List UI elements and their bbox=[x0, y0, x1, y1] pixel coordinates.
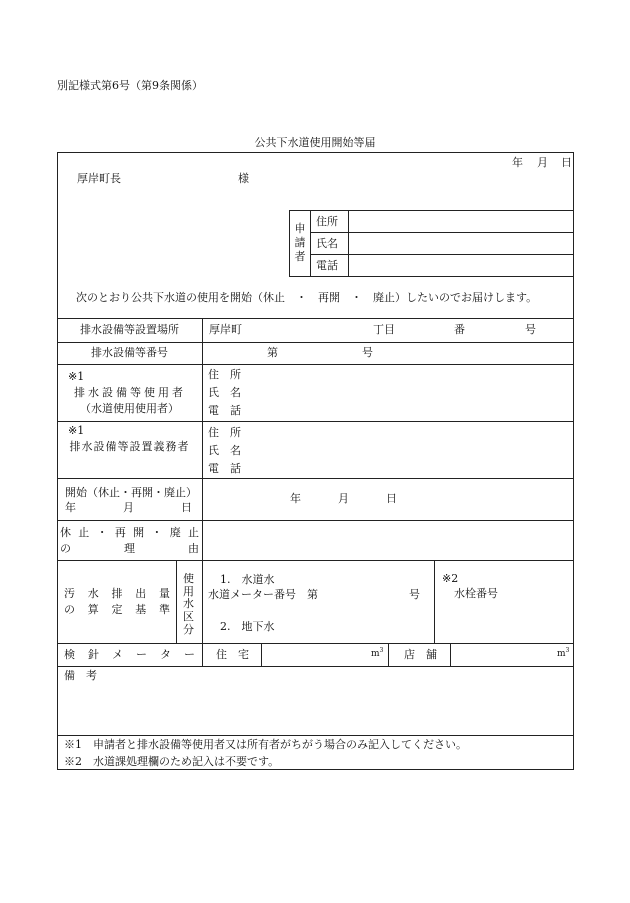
reason-label-line2: の 理 由 bbox=[60, 542, 199, 555]
discharge-label-line1: 汚 水 排 出 量 bbox=[64, 587, 170, 600]
meter-number-go: 号 bbox=[409, 588, 420, 601]
applicant-name-field[interactable] bbox=[349, 234, 573, 253]
meter-residence-label: 住 宅 bbox=[216, 648, 249, 661]
date-month-label: 月 bbox=[537, 156, 548, 169]
user-sub-label: （水道使用使用者） bbox=[80, 402, 179, 415]
water-category-label: 使用水区分 bbox=[183, 572, 194, 636]
location-go: 号 bbox=[525, 323, 536, 336]
meter-number-label: 水道メーター番号 第 bbox=[208, 588, 318, 601]
applicant-label: 申請者 bbox=[294, 222, 306, 263]
start-label-year: 年 bbox=[65, 501, 76, 514]
start-month: 月 bbox=[338, 492, 349, 505]
obligor-address-label: 住 所 bbox=[208, 426, 241, 439]
obligor-phone-label: 電 話 bbox=[208, 462, 241, 475]
honorific: 様 bbox=[238, 172, 249, 185]
form-title: 公共下水道使用開始等届 bbox=[254, 136, 376, 149]
start-label: 開始（休止・再開・廃止） bbox=[65, 486, 197, 499]
residence-unit: $m^3$ bbox=[371, 647, 384, 659]
hydrant-number-label: 水栓番号 bbox=[454, 587, 498, 600]
date-day-label: 日 bbox=[561, 156, 572, 169]
equipment-number-dai: 第 bbox=[267, 346, 278, 359]
start-day: 日 bbox=[386, 492, 397, 505]
location-town: 厚岸町 bbox=[209, 323, 242, 336]
form-reference: 別記様式第6号（第9条関係） bbox=[57, 79, 203, 92]
start-year: 年 bbox=[290, 492, 301, 505]
start-date-labels bbox=[65, 502, 192, 513]
hydrant-note-mark: ※2 bbox=[442, 572, 459, 585]
date-year-label: 年 bbox=[512, 156, 523, 169]
user-note-mark: ※1 bbox=[68, 370, 85, 383]
footnote-2: ※2 水道課処理欄のため記入は不要です。 bbox=[64, 755, 280, 768]
user-label: 排水設備等使用者 bbox=[74, 386, 186, 399]
statement: 次のとおり公共下水道の使用を開始（休止 ・ 再開 ・ 廃止）したいのでお届けします。 bbox=[76, 291, 538, 304]
equipment-number-label: 排水設備等番号 bbox=[91, 346, 168, 359]
reason-label-line1: 休 止 ・ 再 開 ・ 廃 止 bbox=[60, 526, 199, 539]
water-option-tap: 1. 水道水 bbox=[220, 573, 275, 586]
location-ban: 番 bbox=[454, 323, 465, 336]
applicant-address-field[interactable] bbox=[349, 212, 573, 231]
applicant-name-label: 氏名 bbox=[316, 237, 338, 250]
applicant-phone-field[interactable] bbox=[349, 256, 573, 275]
addressee: 厚岸町長 bbox=[77, 172, 121, 185]
meter-shop-label: 店 舗 bbox=[404, 648, 437, 661]
discharge-label-line2: の 算 定 基 準 bbox=[64, 603, 170, 616]
remarks-label: 備 考 bbox=[64, 669, 97, 682]
location-chome: 丁目 bbox=[373, 323, 395, 336]
obligor-name-label: 氏 名 bbox=[208, 444, 241, 457]
obligor-label: 排水設備等設置義務者 bbox=[69, 440, 190, 453]
location-label: 排水設備等設置場所 bbox=[80, 323, 179, 336]
obligor-note-mark: ※1 bbox=[68, 424, 85, 437]
meter-reading-label: 検 針 メ ー タ ー bbox=[64, 648, 195, 661]
shop-unit: $m^3$ bbox=[557, 647, 570, 659]
footnote-1: ※1 申請者と排水設備等使用者又は所有者がちがう場合のみ記入してください。 bbox=[64, 738, 467, 751]
equipment-number-go: 号 bbox=[362, 346, 373, 359]
user-name-label: 氏 名 bbox=[208, 386, 241, 399]
applicant-address-label: 住所 bbox=[316, 215, 338, 228]
applicant-phone-label: 電話 bbox=[316, 259, 338, 272]
start-label-day: 日 bbox=[181, 501, 192, 514]
water-option-ground: 2. 地下水 bbox=[220, 620, 275, 633]
user-phone-label: 電 話 bbox=[208, 404, 241, 417]
start-label-month: 月 bbox=[123, 501, 134, 514]
user-address-label: 住 所 bbox=[208, 368, 241, 381]
